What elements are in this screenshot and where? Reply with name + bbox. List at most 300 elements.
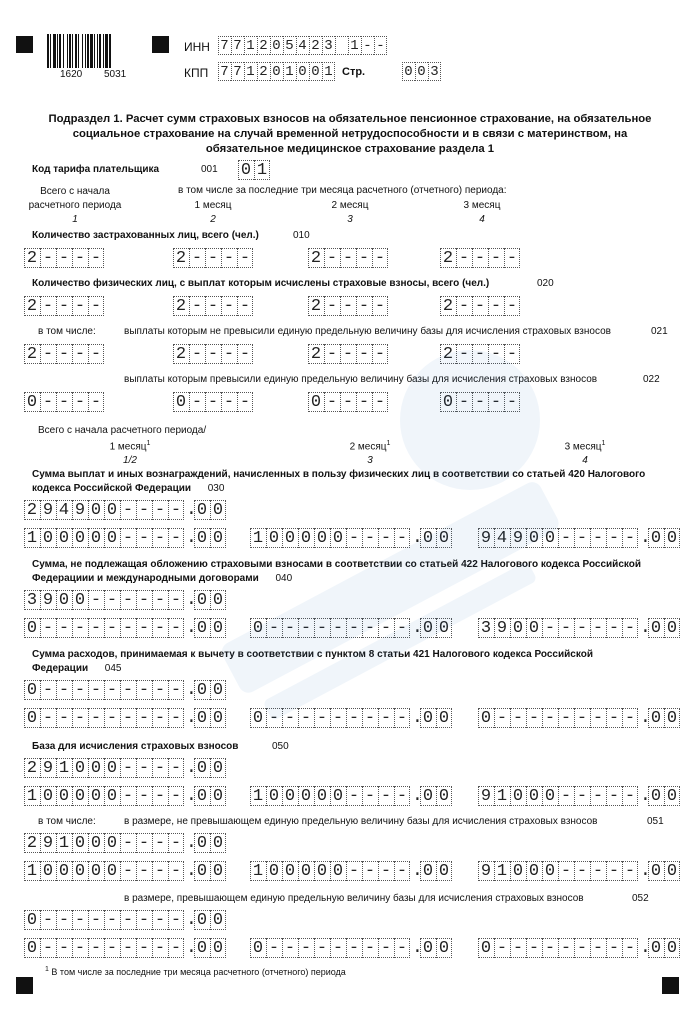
line-050-m2[interactable] — [250, 786, 410, 806]
char-cell: 0 — [282, 786, 298, 806]
char-cell: - — [104, 590, 120, 610]
char-cell: 1 — [56, 758, 72, 778]
char-cell: 0 — [56, 590, 72, 610]
char-cell: - — [346, 861, 362, 881]
char-cell: 0 — [648, 861, 664, 881]
char-cell: - — [456, 248, 472, 268]
page-label: Стр. — [342, 66, 366, 78]
char-cell: - — [606, 786, 622, 806]
char-cell: - — [72, 708, 88, 728]
line-050-m3-kop[interactable] — [648, 786, 680, 806]
char-cell: - — [504, 344, 520, 364]
char-cell: - — [590, 528, 606, 548]
char-cell: 0 — [510, 861, 526, 881]
char-cell: - — [372, 296, 388, 316]
char-cell: - — [152, 708, 168, 728]
char-cell: 0 — [194, 938, 210, 958]
char-cell: - — [282, 708, 298, 728]
char-cell: 0 — [270, 62, 283, 81]
line-045-total-kop[interactable] — [194, 680, 226, 700]
line-045-m1[interactable] — [24, 708, 184, 728]
char-cell: 0 — [436, 938, 452, 958]
char-cell: 1 — [244, 62, 257, 81]
char-cell: - — [622, 618, 638, 638]
char-cell: - — [72, 938, 88, 958]
char-cell: 0 — [420, 528, 436, 548]
line-030-total-kop[interactable] — [194, 500, 226, 520]
char-cell: - — [394, 618, 410, 638]
line-045-m2-kop[interactable] — [420, 708, 452, 728]
char-cell: 0 — [194, 590, 210, 610]
char-cell: - — [120, 910, 136, 930]
char-cell: 0 — [648, 786, 664, 806]
char-cell: - — [168, 708, 184, 728]
line-052-total-kop[interactable] — [194, 910, 226, 930]
char-cell: - — [56, 618, 72, 638]
char-cell: - — [72, 392, 88, 412]
char-cell: - — [394, 786, 410, 806]
char-cell: - — [374, 36, 387, 55]
char-cell: 0 — [420, 861, 436, 881]
char-cell: 2 — [173, 296, 189, 316]
char-cell: 0 — [270, 36, 283, 55]
line-052-m1-kop[interactable] — [194, 938, 226, 958]
char-cell: 0 — [542, 861, 558, 881]
char-cell: - — [378, 786, 394, 806]
char-cell: - — [168, 833, 184, 853]
line-051-m2-kop[interactable] — [420, 861, 452, 881]
char-cell: - — [88, 938, 104, 958]
char-cell: 0 — [526, 528, 542, 548]
char-cell: 0 — [194, 833, 210, 853]
char-cell: - — [574, 861, 590, 881]
char-cell: - — [168, 590, 184, 610]
line-045-label: Сумма расходов, принимаемая к вычету в соответствии с пунктом 8 статьи 421 Налогового кодекса Российской Федерации 045 — [32, 649, 593, 674]
char-cell: 9 — [40, 833, 56, 853]
char-cell: - — [494, 708, 510, 728]
char-cell: 3 — [428, 62, 441, 81]
char-cell: 0 — [664, 786, 680, 806]
line-030-m3-kop[interactable] — [648, 528, 680, 548]
char-cell: - — [394, 861, 410, 881]
char-cell: 0 — [542, 786, 558, 806]
line-051-m3[interactable] — [478, 861, 638, 881]
char-cell: 0 — [24, 680, 40, 700]
char-cell: - — [558, 786, 574, 806]
line-045-m3-kop[interactable] — [648, 708, 680, 728]
char-cell: 0 — [40, 528, 56, 548]
inn-field[interactable] — [218, 36, 387, 56]
char-cell: 0 — [282, 861, 298, 881]
char-cell: - — [622, 708, 638, 728]
line-022-total[interactable] — [24, 392, 104, 412]
char-cell: - — [221, 344, 237, 364]
char-cell: - — [221, 248, 237, 268]
char-cell: 0 — [648, 708, 664, 728]
line-021-m1[interactable] — [173, 344, 253, 364]
char-cell: - — [590, 938, 606, 958]
char-cell: - — [282, 618, 298, 638]
char-cell: 4 — [494, 528, 510, 548]
char-cell: - — [378, 618, 394, 638]
char-cell: 0 — [420, 786, 436, 806]
char-cell: 0 — [330, 786, 346, 806]
char-cell: 0 — [88, 500, 104, 520]
line-010-m1[interactable] — [173, 248, 253, 268]
line-050-m1[interactable] — [24, 786, 184, 806]
char-cell: 1 — [24, 528, 40, 548]
char-cell: 0 — [330, 528, 346, 548]
char-cell: - — [574, 618, 590, 638]
tariff-field[interactable] — [238, 160, 270, 180]
decimal-point: . — [640, 938, 651, 958]
decimal-point: . — [640, 708, 651, 728]
line-022-m2[interactable] — [308, 392, 388, 412]
char-cell: - — [378, 938, 394, 958]
line-020-m1[interactable] — [173, 296, 253, 316]
char-cell: - — [72, 680, 88, 700]
char-cell: 0 — [72, 833, 88, 853]
decimal-point: . — [186, 758, 197, 778]
char-cell: - — [504, 392, 520, 412]
char-cell: - — [56, 344, 72, 364]
corner-marker-top-left — [16, 36, 33, 53]
char-cell: 2 — [308, 344, 324, 364]
line-052-m3[interactable] — [478, 938, 638, 958]
char-cell: 1 — [24, 786, 40, 806]
line-010-total[interactable] — [24, 248, 104, 268]
char-cell: - — [510, 938, 526, 958]
corner-marker-bottom-left — [16, 977, 33, 994]
line-052-label: в размере, превышающем единую предельную величину базы для исчисления страховых взносов — [124, 893, 584, 904]
page-number-field[interactable] — [402, 62, 441, 82]
char-cell: 2 — [257, 62, 270, 81]
line-030-m1-kop[interactable] — [194, 528, 226, 548]
char-cell: - — [168, 618, 184, 638]
char-cell: - — [362, 618, 378, 638]
char-cell: - — [136, 861, 152, 881]
line-050-total-kop[interactable] — [194, 758, 226, 778]
line-052-m2-kop[interactable] — [420, 938, 452, 958]
line-050-total[interactable] — [24, 758, 184, 778]
char-cell: - — [56, 938, 72, 958]
char-cell: - — [542, 938, 558, 958]
line-040-m3-kop[interactable] — [648, 618, 680, 638]
char-cell: - — [205, 248, 221, 268]
char-cell: 0 — [440, 392, 456, 412]
corner-marker-bottom-right — [662, 977, 679, 994]
char-cell: 9 — [40, 758, 56, 778]
char-cell: - — [136, 590, 152, 610]
decimal-point: . — [186, 590, 197, 610]
char-cell: 1 — [494, 786, 510, 806]
char-cell: 0 — [72, 528, 88, 548]
char-cell: - — [574, 528, 590, 548]
char-cell: - — [558, 938, 574, 958]
section-title: Подраздел 1. Расчет сумм страховых взносов на обязательное пенсионное страхование, на обязательное социальное страхование на случай временной нетрудоспособности и в связи с материнством, на обязательное медицинское страхование раздела 1 — [48, 113, 652, 155]
line-040-m3[interactable] — [478, 618, 638, 638]
char-cell: - — [189, 248, 205, 268]
char-cell: - — [558, 528, 574, 548]
char-cell: - — [136, 786, 152, 806]
line-040-m2[interactable] — [250, 618, 410, 638]
char-cell: - — [88, 248, 104, 268]
tariff-code: 001 — [201, 164, 218, 175]
char-cell: 0 — [308, 392, 324, 412]
char-cell — [335, 36, 348, 55]
decimal-point: . — [412, 861, 423, 881]
kpp-label: КПП — [184, 66, 209, 80]
line-052-m2[interactable] — [250, 938, 410, 958]
char-cell: 2 — [309, 36, 322, 55]
line-020-total[interactable] — [24, 296, 104, 316]
char-cell: - — [622, 938, 638, 958]
char-cell: - — [136, 833, 152, 853]
line-021-total[interactable] — [24, 344, 104, 364]
char-cell: 2 — [308, 248, 324, 268]
char-cell: - — [136, 758, 152, 778]
char-cell: 2 — [308, 296, 324, 316]
decimal-point: . — [640, 618, 651, 638]
char-cell: 0 — [24, 938, 40, 958]
line-030-m3[interactable] — [478, 528, 638, 548]
line-030-total[interactable] — [24, 500, 184, 520]
char-cell: - — [340, 344, 356, 364]
char-cell: 0 — [309, 62, 322, 81]
char-cell: 0 — [250, 618, 266, 638]
char-cell: - — [104, 618, 120, 638]
line-050-m3[interactable] — [478, 786, 638, 806]
char-cell: 7 — [218, 62, 231, 81]
line-022-m3[interactable] — [440, 392, 520, 412]
char-cell: - — [324, 344, 340, 364]
line-020-label: Количество физических лиц, с выплат которым исчислены страховые взносы, всего (чел.) — [32, 278, 490, 289]
char-cell: 0 — [436, 786, 452, 806]
line-010-m2[interactable] — [308, 248, 388, 268]
line-052-m1[interactable] — [24, 938, 184, 958]
char-cell: - — [88, 680, 104, 700]
line-021-prefix: в том числе: — [38, 326, 96, 337]
char-cell: - — [346, 938, 362, 958]
char-cell: - — [472, 296, 488, 316]
char-cell: 2 — [24, 344, 40, 364]
char-cell: - — [120, 833, 136, 853]
char-cell: 0 — [526, 786, 542, 806]
line-021-m2[interactable] — [308, 344, 388, 364]
char-cell: 0 — [664, 528, 680, 548]
line-045-m1-kop[interactable] — [194, 708, 226, 728]
char-cell: - — [346, 708, 362, 728]
line-050-m1-kop[interactable] — [194, 786, 226, 806]
line-020-m2[interactable] — [308, 296, 388, 316]
char-cell: 1 — [494, 861, 510, 881]
line-051-m2[interactable] — [250, 861, 410, 881]
char-cell: 0 — [210, 680, 226, 700]
decimal-point: . — [412, 938, 423, 958]
char-cell: 0 — [88, 786, 104, 806]
char-cell: 0 — [542, 528, 558, 548]
char-cell: - — [282, 938, 298, 958]
line-045-total[interactable] — [24, 680, 184, 700]
char-cell: 0 — [88, 528, 104, 548]
char-cell: 0 — [104, 833, 120, 853]
char-cell: - — [152, 500, 168, 520]
line-051-code: 051 — [647, 816, 664, 827]
char-cell: - — [340, 392, 356, 412]
decimal-point: . — [186, 833, 197, 853]
char-cell: 0 — [282, 528, 298, 548]
line-022-m1[interactable] — [173, 392, 253, 412]
line-030-label: Сумма выплат и иных вознаграждений, начисленных в пользу физических лиц в соответствии со статьей 420 Налогового кодекса Российской Федерации 030 — [32, 469, 646, 494]
char-cell: - — [266, 618, 282, 638]
char-cell: - — [526, 708, 542, 728]
char-cell: 9 — [478, 786, 494, 806]
decimal-point: . — [640, 786, 651, 806]
decimal-point: . — [640, 528, 651, 548]
char-cell: 1 — [283, 62, 296, 81]
char-cell: - — [590, 861, 606, 881]
char-cell: - — [189, 296, 205, 316]
line-030-m2-kop[interactable] — [420, 528, 452, 548]
char-cell: - — [56, 910, 72, 930]
char-cell: - — [152, 680, 168, 700]
line-030-m2[interactable] — [250, 528, 410, 548]
char-cell: 0 — [210, 861, 226, 881]
char-cell: 0 — [104, 786, 120, 806]
char-cell: - — [456, 296, 472, 316]
char-cell: 0 — [266, 528, 282, 548]
line-022-code: 022 — [643, 374, 660, 385]
char-cell: - — [237, 392, 253, 412]
char-cell: - — [136, 618, 152, 638]
char-cell: 0 — [664, 938, 680, 958]
char-cell: - — [152, 938, 168, 958]
line-051-m3-kop[interactable] — [648, 861, 680, 881]
char-cell: - — [324, 296, 340, 316]
line-040-m2-kop[interactable] — [420, 618, 452, 638]
char-cell: 0 — [210, 758, 226, 778]
char-cell: 0 — [210, 786, 226, 806]
char-cell: 0 — [238, 160, 254, 180]
char-cell: 1 — [56, 833, 72, 853]
col-bottom-m3-header: 3 месяц$^1$ 4 — [564, 440, 606, 467]
char-cell: - — [104, 708, 120, 728]
char-cell: 0 — [104, 758, 120, 778]
char-cell: 1 — [250, 528, 266, 548]
line-040-total-kop[interactable] — [194, 590, 226, 610]
char-cell: 0 — [88, 758, 104, 778]
char-cell: - — [472, 248, 488, 268]
col-m2-header: 2 месяц 3 — [331, 200, 369, 225]
char-cell: 0 — [664, 618, 680, 638]
char-cell: - — [606, 938, 622, 958]
char-cell: - — [88, 618, 104, 638]
char-cell: 0 — [24, 910, 40, 930]
char-cell: 0 — [88, 833, 104, 853]
char-cell: 5 — [283, 36, 296, 55]
char-cell: - — [120, 758, 136, 778]
line-051-total-kop[interactable] — [194, 833, 226, 853]
line-050-m2-kop[interactable] — [420, 786, 452, 806]
line-040-m1-kop[interactable] — [194, 618, 226, 638]
char-cell: 9 — [478, 528, 494, 548]
char-cell: - — [526, 938, 542, 958]
char-cell: 2 — [440, 344, 456, 364]
line-052-m3-kop[interactable] — [648, 938, 680, 958]
char-cell: 2 — [173, 344, 189, 364]
char-cell: - — [362, 708, 378, 728]
col-m1-header: 1 месяц 2 — [194, 200, 232, 225]
char-cell: 0 — [420, 618, 436, 638]
char-cell: - — [346, 618, 362, 638]
char-cell: - — [40, 910, 56, 930]
line-052-total[interactable] — [24, 910, 184, 930]
line-040-total[interactable] — [24, 590, 184, 610]
char-cell: 0 — [210, 590, 226, 610]
char-cell: 0 — [420, 708, 436, 728]
char-cell: - — [120, 938, 136, 958]
char-cell: - — [558, 861, 574, 881]
char-cell: - — [590, 708, 606, 728]
char-cell: - — [504, 296, 520, 316]
col-bottom-m1-header: 1 месяц$^1$ 1/2 — [109, 440, 151, 467]
line-040-m1[interactable] — [24, 618, 184, 638]
char-cell: 0 — [436, 708, 452, 728]
kpp-field[interactable] — [218, 62, 335, 82]
char-cell: - — [362, 786, 378, 806]
char-cell: - — [136, 680, 152, 700]
char-cell: 2 — [24, 833, 40, 853]
char-cell: 0 — [250, 938, 266, 958]
line-010-label: Количество застрахованных лиц, всего (чел.) — [32, 230, 259, 241]
line-020-m3[interactable] — [440, 296, 520, 316]
char-cell: 0 — [436, 861, 452, 881]
char-cell: - — [88, 296, 104, 316]
decimal-point: . — [186, 861, 197, 881]
char-cell: - — [394, 528, 410, 548]
char-cell: - — [104, 938, 120, 958]
line-051-m1-kop[interactable] — [194, 861, 226, 881]
char-cell: 9 — [40, 500, 56, 520]
char-cell: 0 — [104, 528, 120, 548]
line-030-m1[interactable] — [24, 528, 184, 548]
col-bottom-total-header: Всего с начала расчетного периода/ — [38, 425, 207, 436]
line-021-m3[interactable] — [440, 344, 520, 364]
char-cell: 9 — [494, 618, 510, 638]
char-cell: - — [237, 248, 253, 268]
char-cell: - — [606, 618, 622, 638]
line-010-m3[interactable] — [440, 248, 520, 268]
char-cell: 0 — [194, 861, 210, 881]
char-cell: - — [189, 344, 205, 364]
char-cell: - — [314, 938, 330, 958]
line-051-total[interactable] — [24, 833, 184, 853]
line-045-m3[interactable] — [478, 708, 638, 728]
char-cell: - — [205, 392, 221, 412]
char-cell: 0 — [250, 708, 266, 728]
char-cell: - — [40, 296, 56, 316]
char-cell: - — [574, 708, 590, 728]
char-cell: - — [488, 248, 504, 268]
line-051-m1[interactable] — [24, 861, 184, 881]
char-cell: - — [372, 248, 388, 268]
char-cell: 0 — [194, 910, 210, 930]
decimal-point: . — [640, 861, 651, 881]
char-cell: - — [394, 938, 410, 958]
line-051-label: в размере, не превышающем единую предельную величину базы для исчисления страховых взносов — [124, 816, 598, 827]
line-045-m2[interactable] — [250, 708, 410, 728]
char-cell: 0 — [210, 938, 226, 958]
